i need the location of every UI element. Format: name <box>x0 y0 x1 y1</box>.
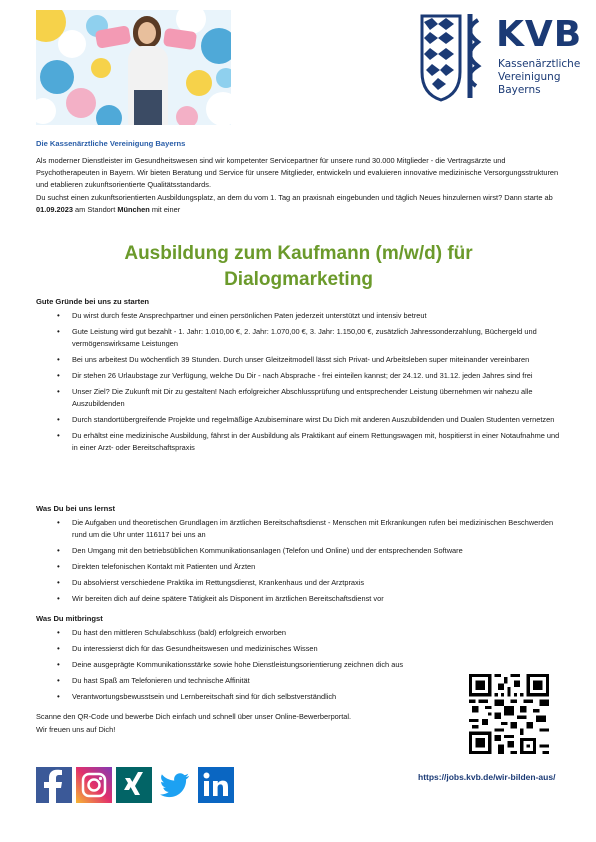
qr-code[interactable] <box>469 674 549 754</box>
list-item: • Bei uns arbeitest Du wöchentlich 39 Stunden. Durch unser Gleitzeitmodell lässt sich Privat- und Arbeitsleben super miteinander vereinbaren <box>36 354 564 366</box>
section-heading-learn: Was Du bei uns lernst <box>36 504 116 513</box>
list-item: • Direkten telefonischen Kontakt mit Patienten und Ärzten <box>36 561 564 573</box>
job-title-line-2: Dialogmarketing <box>224 269 373 290</box>
list-item: • Deine ausgeprägte Kommunikationsstärke sowie hohe Dienstleistungsorientierung zeichnen dich aus <box>36 659 456 671</box>
list-item: • Den Umgang mit den betriebsüblichen Kommunikationsanlagen (Telefon und Online) und der entsprechenden Software <box>36 545 564 557</box>
logo-line-2: Vereinigung <box>498 71 561 83</box>
reasons-list <box>36 310 564 458</box>
list-item: • Du wirst durch feste Ansprechpartner und einen persönlichen Paten jederzeit unterstützt und intensiv betreut <box>36 310 564 322</box>
bring-list <box>36 627 456 707</box>
linkedin-icon[interactable] <box>198 767 234 803</box>
closing-text <box>36 710 351 736</box>
twitter-icon[interactable] <box>156 767 192 803</box>
intro-paragraph-2 <box>36 192 561 216</box>
list-item: • Unser Ziel? Die Zukunft mit Dir zu gestalten! Nach erfolgreicher Abschlussprüfung und entsprechender Leistung übernehmen wir nahezu alle Auszubildenden <box>36 386 564 410</box>
section-heading-bring: Was Du mitbringst <box>36 614 103 623</box>
hero-image <box>36 10 231 125</box>
bavarian-lozenge-icon <box>420 10 490 102</box>
facebook-icon[interactable] <box>36 767 72 803</box>
list-item: • Gute Leistung wird gut bezahlt - 1. Jahr: 1.010,00 €, 2. Jahr: 1.070,00 €, 3. Jahr: 1.150,00 €, zusätzlich Jahressonderzahlung, Büchergeld und vermögenswirksame Leistungen <box>36 326 564 350</box>
list-item: • Du hast den mittleren Schulabschluss (bald) erfolgreich erworben <box>36 627 456 639</box>
location: München <box>117 204 150 214</box>
intro-text-part: am Standort <box>73 204 118 214</box>
list-item: • Du erhältst eine medizinische Ausbildung, fährst in der Ausbildung als Praktikant auf einem Rettungswagen mit, hospitierst in einer Notaufnahme und in einer Arzt- oder Bereitschaftspraxis <box>36 430 564 454</box>
list-item: • Verantwortungsbewusstsein und Lernbereitschaft sind für dich selbstverständlich <box>36 691 456 703</box>
list-item: • Du hast Spaß am Telefonieren und technische Affinität <box>36 675 456 687</box>
kvb-logo <box>420 10 590 102</box>
intro-text <box>36 155 561 216</box>
job-title-line-1: Ausbildung zum Kaufmann (m/w/d) für <box>124 243 473 264</box>
intro-paragraph-1: Als moderner Dienstleister im Gesundheitswesen sind wir kompetenter Servicepartner für unsere rund 30.000 Mitglieder - die Vertragsärzte und Psychotherapeuten in Bayern. Wir bieten Beratung und Service für unsere Mitglieder, entwickeln und evaluieren innovative medizinische Versorgungsstrukturen und etablieren zukunftsorientierte Qualitätsstandards. <box>36 156 559 190</box>
list-item: • Du interessierst dich für das Gesundheitswesen und medizinisches Wissen <box>36 643 456 655</box>
intro-text-part: mit einer <box>149 204 181 214</box>
application-url-link[interactable]: https://jobs.kvb.de/wir-bilden-aus/ <box>418 772 556 782</box>
closing-line-2: Wir freuen uns auf Dich! <box>36 725 116 734</box>
list-item: • Wir bereiten dich auf deine spätere Tätigkeit als Disponent im ärztlichen Bereitschaftsdienst vor <box>36 593 564 605</box>
section-heading-reasons: Gute Gründe bei uns zu starten <box>36 297 150 306</box>
org-title: Die Kassenärztliche Vereinigung Bayerns <box>36 139 186 148</box>
closing-line-1: Scanne den QR-Code und bewerbe Dich einfach und schnell über unser Online-Bewerberportal. <box>36 712 352 721</box>
logo-abbreviation: KVB <box>496 14 583 55</box>
xing-icon[interactable] <box>116 767 152 803</box>
instagram-icon[interactable] <box>76 767 112 803</box>
qr-code-icon <box>469 674 549 754</box>
list-item: • Du absolvierst verschiedene Praktika im Rettungsdienst, Krankenhaus und der Arztpraxis <box>36 577 564 589</box>
start-date: 01.09.2023 <box>36 204 73 214</box>
list-item: • Die Aufgaben und theoretischen Grundlagen im ärztlichen Bereitschaftsdienst - Menschen mit Erkrankungen rufen bei medizinischen Beschwerden rund um die Uhr unter 116117 bei uns an <box>36 517 564 541</box>
logo-line-1: Kassenärztliche <box>498 58 581 70</box>
job-title <box>36 241 561 293</box>
list-item: • Durch standortübergreifende Projekte und regelmäßige Azubiseminare wirst Du Dich mit anderen Auszubildenden und Dualen Studenten vernetzen <box>36 414 564 426</box>
intro-text-part: Du suchst einen zukunftsorientierten Ausbildungsplatz, an dem du vom 1. Tag an praxisnah eingebunden und täglich Neues hinzulernen wirst? Dann starte ab <box>36 192 553 202</box>
list-item: • Dir stehen 26 Urlaubstage zur Verfügung, welche Du Dir - nach Absprache - frei einteilen kannst; der 24.12. und 31.12. jeden Jahres sind frei <box>36 370 564 382</box>
logo-line-3: Bayerns <box>498 84 541 96</box>
learn-list <box>36 517 564 609</box>
